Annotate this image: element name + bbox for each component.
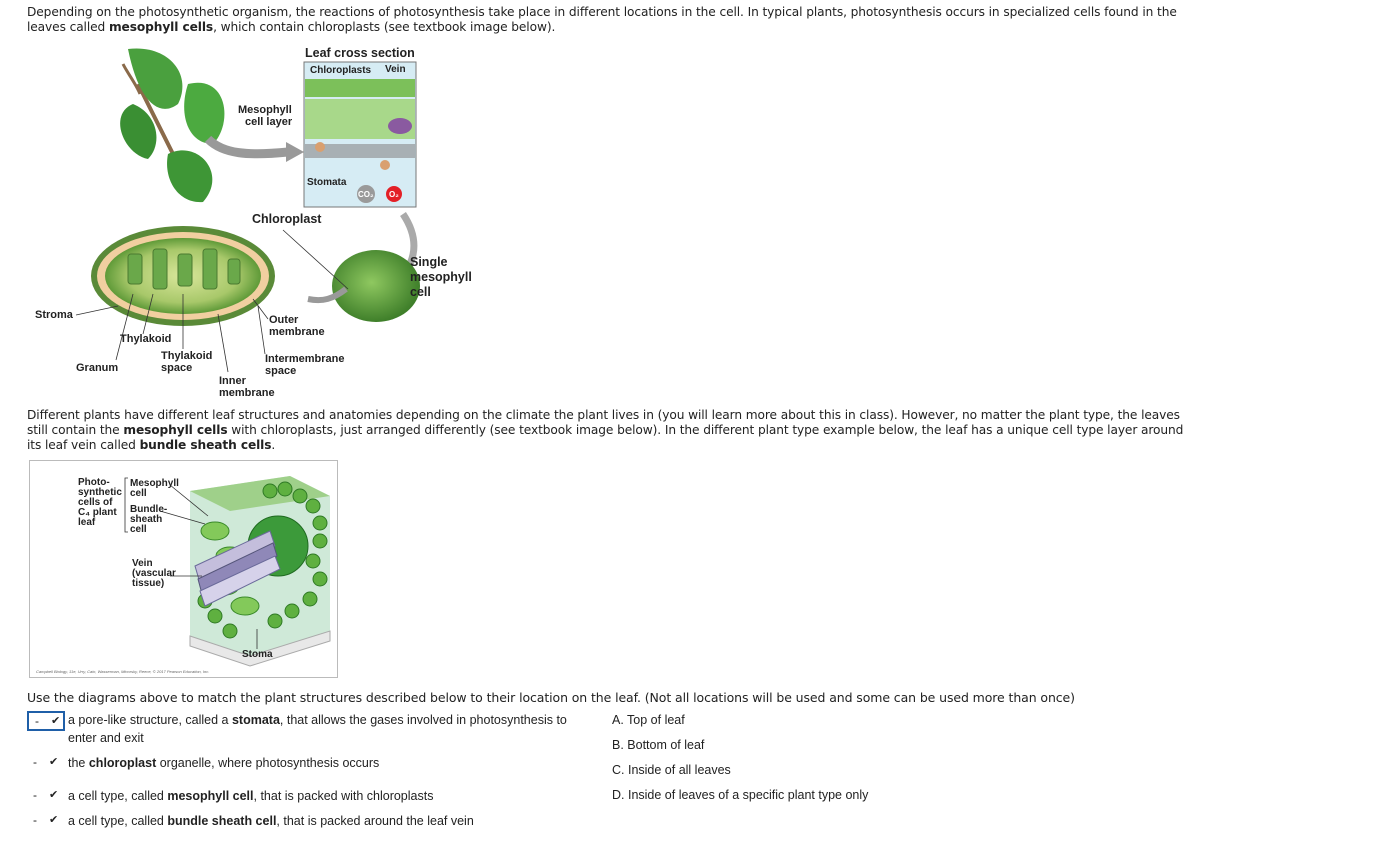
label-cells-of: cells of	[78, 497, 113, 508]
answer-select-2[interactable]: - ✔	[33, 755, 59, 769]
label-vascular: (vascular	[132, 568, 176, 579]
answer-select-3[interactable]: - ✔	[33, 788, 59, 802]
label-space: space	[161, 362, 193, 374]
question-text-3: a cell type, called mesophyll cell, that is packed with chloroplasts	[68, 789, 434, 803]
label-vein-c4: Vein	[132, 558, 153, 569]
label-cell-c4: cell	[130, 488, 147, 499]
chevron-down-icon: ✔	[51, 715, 61, 727]
chevron-down-icon: ✔	[49, 814, 59, 826]
label-single: Single	[410, 255, 448, 269]
bold-mesophyll: mesophyll cells	[108, 20, 214, 34]
label-mesophyll: Mesophyll	[238, 104, 292, 116]
label-co2: CO₂	[358, 190, 374, 199]
label-leaf-cross-section: Leaf cross section	[305, 46, 415, 60]
label-vein: Vein	[385, 64, 406, 75]
label-tissue: tissue)	[132, 578, 165, 589]
figure-chloroplast	[28, 44, 488, 404]
label-intermembrane: Intermembrane	[265, 353, 345, 365]
label-stroma: Stroma	[35, 309, 73, 321]
label-synthetic: synthetic	[78, 487, 122, 498]
label-membrane: membrane	[269, 326, 325, 338]
answer-select-4[interactable]: - ✔	[33, 813, 59, 827]
instructions: Use the diagrams above to match the plant structures described below to their location on the leaf. (Not all locations will be used and some can be used more than once)	[27, 690, 1075, 705]
label-inner: Inner	[219, 375, 246, 387]
intro-paragraph-2: Different plants have different leaf structures and anatomies depending on the climate the plant lives in (you will learn more about this in class). However, no matter the plant type, the leaves still contain the mesophyll cells with chloroplasts, just arranged differently (see textbook image below). In the different plant type example below, the leaf has a unique cell type layer around its leaf vein called bundle sheath cells.	[27, 408, 1184, 452]
chevron-down-icon: ✔	[49, 789, 59, 801]
question-text-4: a cell type, called bundle sheath cell, that is packed around the leaf vein	[68, 814, 474, 828]
chevron-down-icon: ✔	[49, 756, 59, 768]
label-cell: cell	[410, 285, 431, 299]
answer-option-d: D. Inside of leaves of a specific plant type only	[612, 788, 869, 802]
label-photo: Photo-	[78, 477, 110, 488]
label-granum: Granum	[76, 362, 119, 374]
answer-option-c: C. Inside of all leaves	[612, 763, 731, 777]
figure-c4-leaf	[29, 460, 338, 678]
label-c4-plant: C₄ plant	[78, 507, 117, 518]
label-bundle: Bundle-	[130, 504, 168, 515]
label-membrane-2: membrane	[219, 387, 275, 399]
bold-mesophyll-cells: mesophyll cells	[123, 423, 228, 437]
label-outer: Outer	[269, 314, 299, 326]
label-mesophyll-c4: Mesophyll	[130, 478, 179, 489]
label-chloroplast: Chloroplast	[252, 212, 322, 226]
label-thylakoid: Thylakoid	[120, 333, 172, 345]
label-sheath: sheath	[130, 514, 163, 525]
label-thylakoid-2: Thylakoid	[161, 350, 213, 362]
answer-option-b: B. Bottom of leaf	[612, 738, 705, 752]
label-bundle-cell: cell	[130, 524, 147, 535]
label-o2: O₂	[389, 190, 399, 199]
figure-credit: Campbell Biology, 11e, Urry, Cain, Wasserman, Minorsky, Reece, © 2017 Pearson Education, Inc.	[36, 669, 210, 674]
label-cell-layer: cell layer	[245, 116, 293, 128]
label-stoma: Stoma	[242, 649, 273, 660]
intro-paragraph-1: Depending on the photosynthetic organism, the reactions of photosynthesis take place in different locations in the cell. In typical plants, photosynthesis occurs in specialized cells found in the leaves called mesophyll cells, which contain chloroplasts (see textbook image below).	[27, 5, 1177, 34]
bold-bundle-sheath: bundle sheath cells	[139, 438, 272, 452]
answer-select-1[interactable]: - ✔	[27, 711, 65, 731]
answer-option-a: A. Top of leaf	[612, 713, 685, 727]
label-stomata: Stomata	[307, 177, 347, 188]
label-leaf: leaf	[78, 517, 96, 528]
label-mesophyll-2: mesophyll	[410, 270, 472, 284]
label-chloroplasts: Chloroplasts	[310, 65, 372, 76]
question-text-2: the chloroplast organelle, where photosynthesis occurs	[68, 756, 380, 770]
figure-c4-leaf-art	[30, 461, 337, 677]
question-text-1: a pore-like structure, called a stomata, that allows the gases involved in photosynthesis to enter and exit	[68, 713, 567, 745]
label-space-2: space	[265, 365, 297, 377]
